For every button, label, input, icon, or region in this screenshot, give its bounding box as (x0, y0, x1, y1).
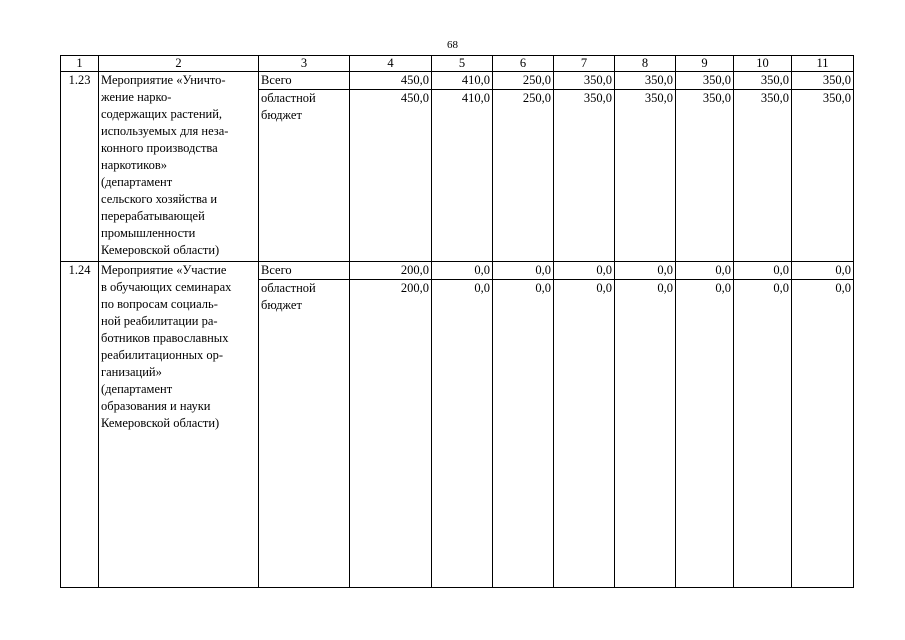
value-cell: 0,0 (676, 280, 734, 588)
table-row (61, 72, 854, 90)
column-header: 5 (432, 56, 493, 72)
value-cell: 350,0 (792, 90, 854, 262)
value-cell: 350,0 (792, 72, 854, 90)
description-line: Мероприятие «Уничто- (101, 73, 226, 87)
funding-source: областной бюджет (259, 280, 350, 588)
value-cell: 250,0 (493, 72, 554, 90)
budget-table (60, 55, 854, 588)
value-cell: 0,0 (734, 262, 792, 280)
activity-description (99, 262, 259, 588)
activity-description (99, 72, 259, 262)
column-header: 10 (734, 56, 792, 72)
value-cell: 350,0 (554, 90, 615, 262)
value-cell: 350,0 (615, 90, 676, 262)
description-line: сельского хозяйства и (101, 192, 218, 206)
column-header: 6 (493, 56, 554, 72)
description-line: по вопросам социаль- (101, 297, 218, 311)
activity-code: 1.23 (61, 72, 99, 262)
column-header: 11 (792, 56, 854, 72)
value-cell: 0,0 (554, 280, 615, 588)
value-cell: 0,0 (493, 262, 554, 280)
page-number: 68 (447, 39, 458, 51)
column-number-header-row (61, 56, 854, 72)
value-cell: 0,0 (493, 280, 554, 588)
value-cell: 0,0 (676, 262, 734, 280)
value-cell: 350,0 (676, 72, 734, 90)
value-cell: 0,0 (432, 262, 493, 280)
value-cell: 200,0 (350, 262, 432, 280)
column-header: 8 (615, 56, 676, 72)
value-cell: 350,0 (676, 90, 734, 262)
funding-source: Всего (259, 72, 350, 90)
value-cell: 350,0 (734, 90, 792, 262)
value-cell: 450,0 (350, 90, 432, 262)
description-line: перерабатывающей (101, 209, 205, 223)
column-header: 3 (259, 56, 350, 72)
description-line: образования и науки (101, 399, 211, 413)
description-line: конного производства (101, 141, 218, 155)
activity-code: 1.24 (61, 262, 99, 588)
funding-source: областной бюджет (259, 90, 350, 262)
column-header: 1 (61, 56, 99, 72)
funding-source: Всего (259, 262, 350, 280)
value-cell: 0,0 (554, 262, 615, 280)
value-cell: 250,0 (493, 90, 554, 262)
description-line: (департамент (101, 382, 173, 396)
column-header: 9 (676, 56, 734, 72)
description-line: содержащих растений, (101, 107, 223, 121)
description-line: ганизаций» (101, 365, 162, 379)
value-cell: 0,0 (792, 262, 854, 280)
value-cell: 0,0 (792, 280, 854, 588)
value-cell: 350,0 (615, 72, 676, 90)
description-line: в обучающих семинарах (101, 280, 232, 294)
description-line: Кемеровской области) (101, 243, 220, 257)
description-line: ной реабилитации ра- (101, 314, 218, 328)
column-header: 2 (99, 56, 259, 72)
value-cell: 410,0 (432, 72, 493, 90)
value-cell: 350,0 (554, 72, 615, 90)
value-cell: 0,0 (734, 280, 792, 588)
description-line: жение нарко- (101, 90, 172, 104)
description-line: реабилитационных ор- (101, 348, 224, 362)
value-cell: 350,0 (734, 72, 792, 90)
value-cell: 410,0 (432, 90, 493, 262)
table-row (61, 262, 854, 280)
value-cell: 0,0 (615, 262, 676, 280)
description-line: используемых для неза- (101, 124, 229, 138)
value-cell: 450,0 (350, 72, 432, 90)
description-line: (департамент (101, 175, 173, 189)
description-line: наркотиков» (101, 158, 168, 172)
value-cell: 0,0 (432, 280, 493, 588)
value-cell: 200,0 (350, 280, 432, 588)
value-cell: 0,0 (615, 280, 676, 588)
column-header: 7 (554, 56, 615, 72)
description-line: ботников православных (101, 331, 229, 345)
description-line: Мероприятие «Участие (101, 263, 227, 277)
column-header: 4 (350, 56, 432, 72)
description-line: промышленности (101, 226, 196, 240)
description-line: Кемеровской области) (101, 416, 220, 430)
